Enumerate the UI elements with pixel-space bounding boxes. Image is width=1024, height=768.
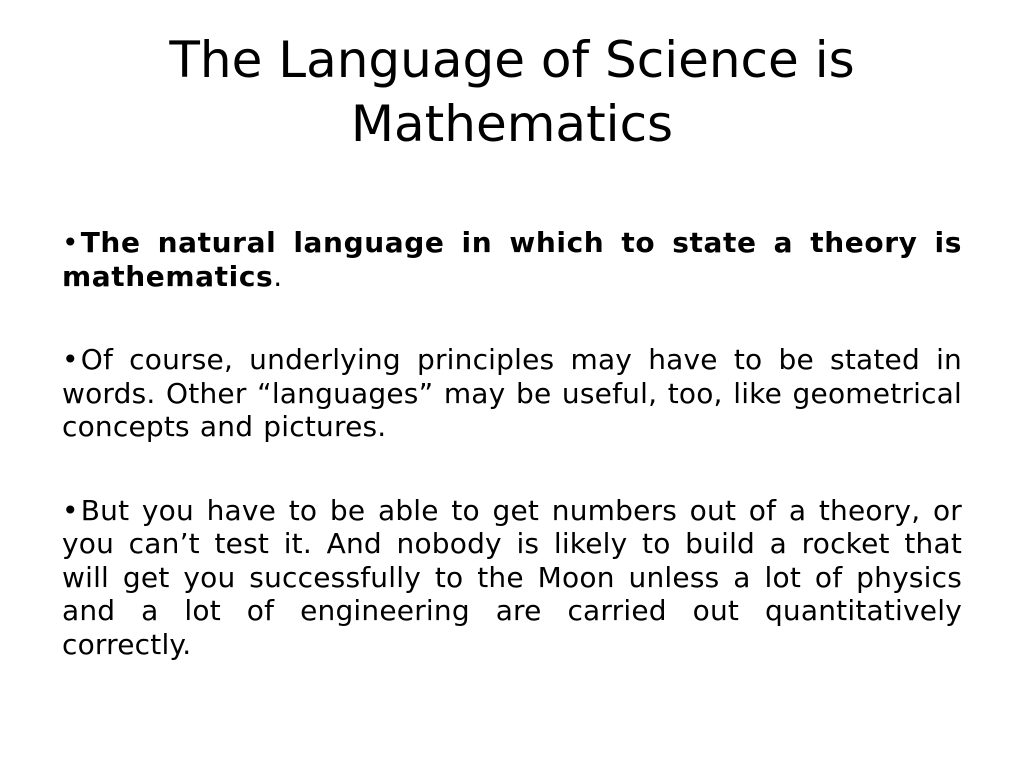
slide-title-line-1: The Language of Science is (169, 31, 855, 89)
bullet-item-1 (62, 226, 962, 293)
slide-title (80, 28, 944, 156)
bullet-item-1-period: . (273, 259, 283, 293)
bullet-item-3 (62, 494, 962, 662)
bullet-item-2 (62, 343, 962, 444)
slide-title-line-2: Mathematics (350, 95, 674, 153)
bullet-marker: • (62, 226, 79, 259)
bullet-marker: • (62, 493, 79, 527)
bullet-list (62, 226, 962, 711)
bullet-marker: • (62, 343, 79, 376)
bullet-item-1-text: The natural language in which to state a theory is mathematics (62, 226, 962, 293)
bullet-item-2-text: Of course, underlying principles may have to be stated in words. Other “languages” may be useful, too, like geometrical concepts and pictures. (62, 343, 962, 443)
bullet-item-3-text: But you have to be able to get numbers out of a theory, or you can’t test it. And nobody is likely to build a rocket that will get you successfully to the Moon unless a lot of physics and a lot of engineering are carried out quantitatively correctly. (62, 493, 962, 661)
